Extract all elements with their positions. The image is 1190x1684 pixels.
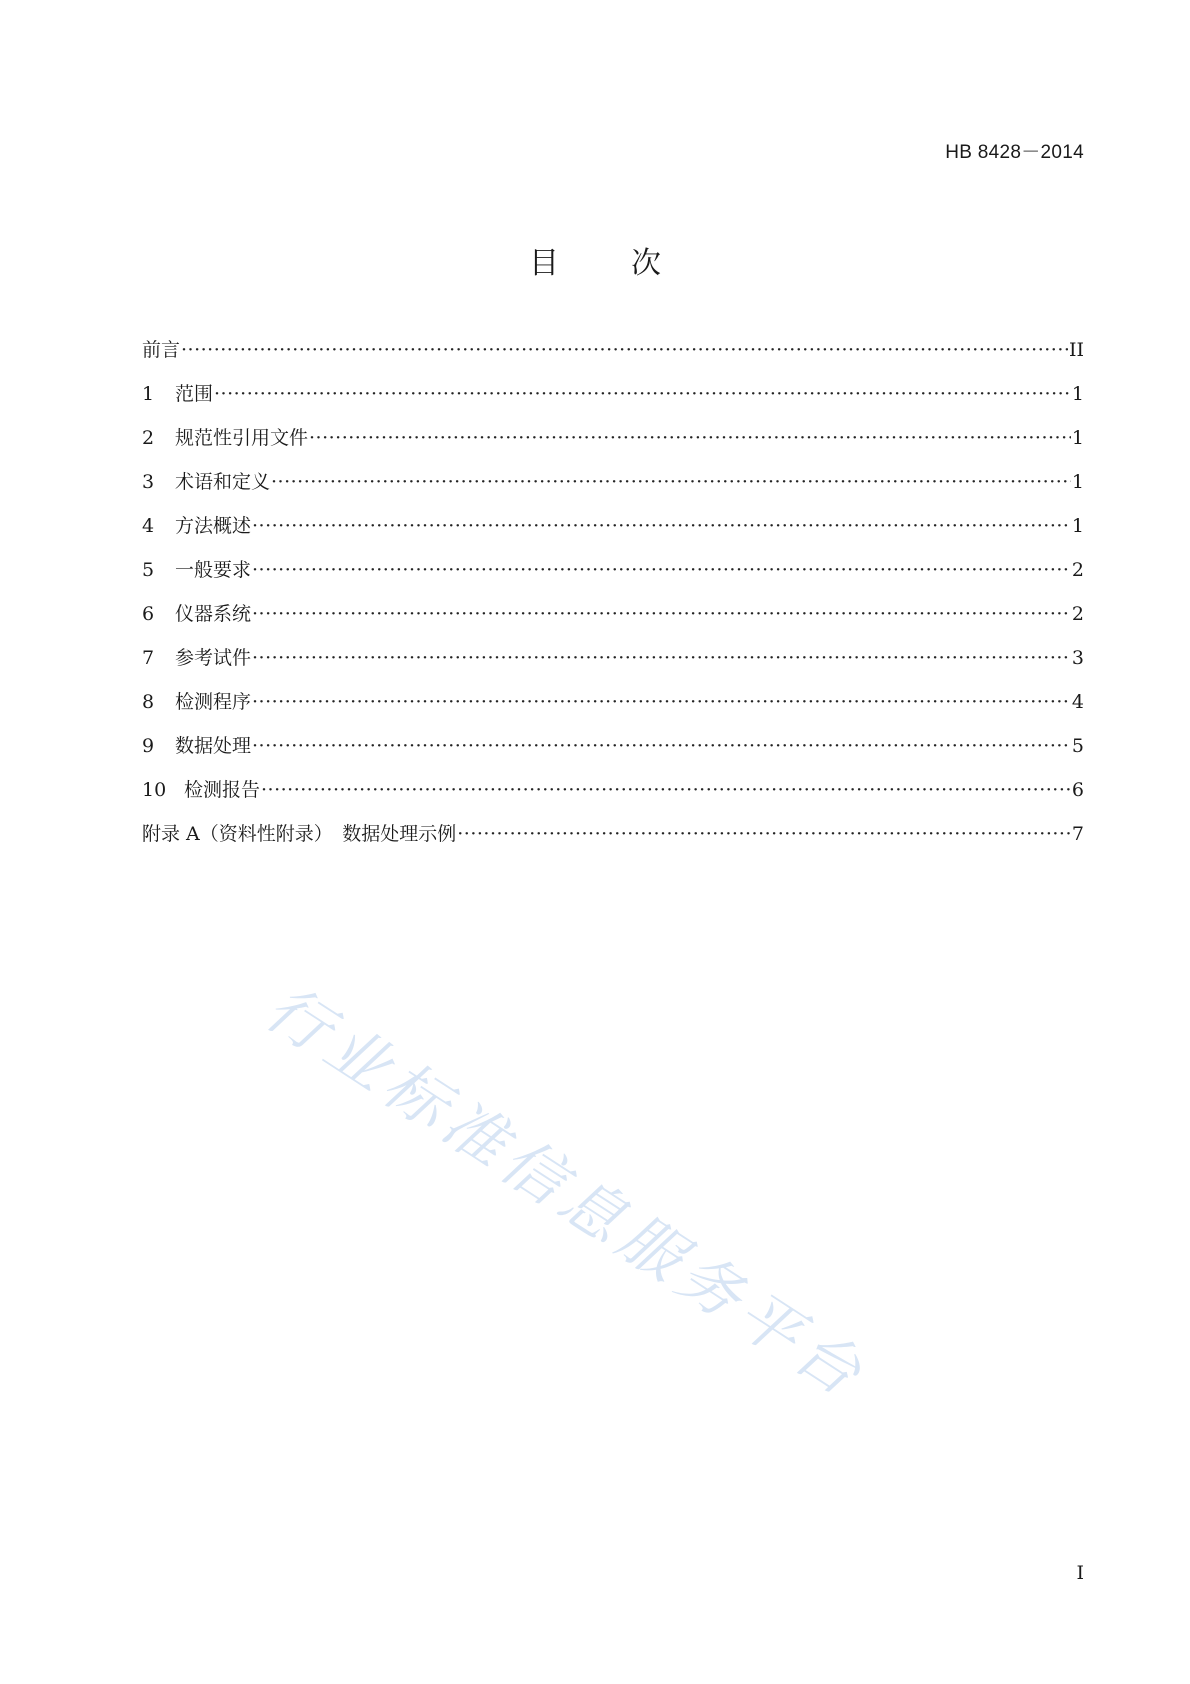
title-char-1: 目: [529, 246, 559, 281]
page-title: [0, 238, 1190, 282]
toc-entry-5[interactable]: [142, 557, 1084, 601]
document-code: HB 8428－2014: [945, 142, 1084, 163]
toc-number: 2: [142, 427, 155, 449]
toc-number: 6: [142, 603, 155, 625]
toc-leader-dots: [252, 557, 1071, 583]
toc-page: 1: [1071, 471, 1084, 493]
toc-leader-dots: [271, 469, 1071, 495]
toc-label: 方法概述: [175, 515, 252, 537]
toc-page: 5: [1071, 735, 1084, 757]
toc-page: 2: [1071, 559, 1084, 581]
toc-page: II: [1068, 339, 1084, 361]
toc-label: 范围: [175, 383, 214, 405]
toc-page: 2: [1071, 603, 1084, 625]
toc-number: 3: [142, 471, 155, 493]
toc-label: 规范性引用文件: [175, 427, 309, 449]
toc-label: 一般要求: [175, 559, 252, 581]
toc-label: 检测报告: [184, 779, 261, 801]
toc-label: 附录 A（资料性附录） 数据处理示例: [142, 823, 457, 845]
toc-entry-7[interactable]: [142, 645, 1084, 689]
toc-label: 前言: [142, 339, 181, 361]
toc-label: 数据处理: [175, 735, 252, 757]
toc-leader-dots: [457, 821, 1071, 847]
toc-entry-1[interactable]: [142, 381, 1084, 425]
toc-leader-dots: [252, 689, 1071, 715]
toc-label: 术语和定义: [175, 471, 271, 493]
toc-number: 7: [142, 647, 155, 669]
toc-entry-2[interactable]: [142, 425, 1084, 469]
toc-page: 1: [1071, 383, 1084, 405]
toc-leader-dots: [252, 645, 1071, 671]
toc-page: 3: [1071, 647, 1084, 669]
toc-number: 8: [142, 691, 155, 713]
page-number: I: [1076, 1562, 1084, 1584]
toc-entry-foreword[interactable]: [142, 337, 1084, 381]
toc-page: 1: [1071, 515, 1084, 537]
toc-label: 检测程序: [175, 691, 252, 713]
table-of-contents: [142, 337, 1084, 865]
toc-entry-6[interactable]: [142, 601, 1084, 645]
toc-entry-4[interactable]: [142, 513, 1084, 557]
toc-number: 5: [142, 559, 155, 581]
title-char-2: 次: [631, 246, 661, 281]
toc-leader-dots: [309, 425, 1071, 451]
toc-number: 9: [142, 735, 155, 757]
toc-page: 1: [1071, 427, 1084, 449]
toc-leader-dots: [181, 337, 1068, 363]
toc-entry-appendix-a[interactable]: [142, 821, 1084, 865]
toc-page: 6: [1071, 779, 1084, 801]
toc-leader-dots: [252, 513, 1071, 539]
toc-entry-10[interactable]: [142, 777, 1084, 821]
toc-entry-9[interactable]: [142, 733, 1084, 777]
toc-number: 10: [142, 779, 167, 801]
toc-number: 4: [142, 515, 155, 537]
toc-label: 仪器系统: [175, 603, 252, 625]
toc-label: 参考试件: [175, 647, 252, 669]
toc-number: 1: [142, 383, 155, 405]
toc-entry-8[interactable]: [142, 689, 1084, 733]
toc-leader-dots: [261, 777, 1071, 803]
toc-leader-dots: [214, 381, 1071, 407]
toc-page: 4: [1071, 691, 1084, 713]
toc-leader-dots: [252, 601, 1071, 627]
toc-entry-3[interactable]: [142, 469, 1084, 513]
toc-leader-dots: [252, 733, 1071, 759]
watermark: 行业标准信息服务平台: [253, 970, 881, 1414]
toc-page: 7: [1071, 823, 1084, 845]
